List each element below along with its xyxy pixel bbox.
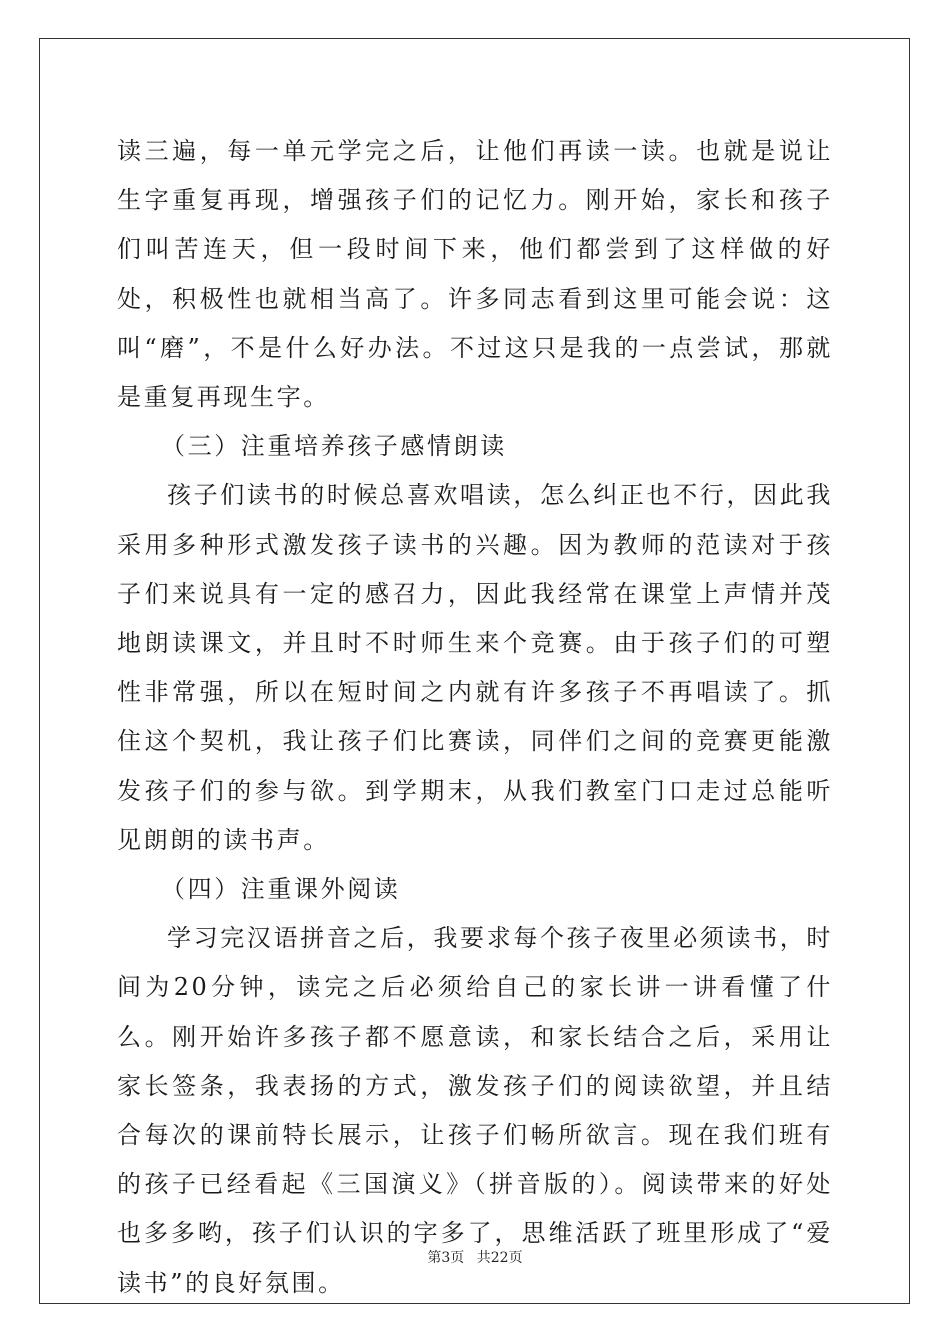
total-pages: 共22页 xyxy=(476,1250,523,1266)
page-footer xyxy=(0,1247,950,1267)
paragraph-extracurricular: 学习完汉语拼音之后，我要求每个孩子夜里必须读书，时间为20分钟，读完之后必须给自己的家长讲一讲看懂了什么。刚开始许多孩子都不愿意读，和家长结合之后，采用让家长签条，我表扬的方式，激发孩子们的阅读欲望，并且结合每次的课前特长展示，让孩子们畅所欲言。现在我们班有的孩子已经看起《三国演义》（拼音版的）。阅读带来的好处也多多哟，孩子们认识的字多了，思维活跃了班里形成了“爱读书”的良好氛围。 xyxy=(117,924,833,1297)
page-number: 第3页 xyxy=(427,1250,465,1266)
section-heading-4: （四）注重课外阅读 xyxy=(161,875,401,904)
paragraph-reading-aloud: 孩子们读书的时候总喜欢唱读，怎么纠正也不行，因此我采用多种形式激发孩子读书的兴趣。因为教师的范读对于孩子们来说具有一定的感召力，因此我经常在课堂上声情并茂地朗读课文，并且时不时师生来个竞赛。由于孩子们的可塑性非常强，所以在短时间之内就有许多孩子不再唱读了。抓住这个契机，我让孩子们比赛读，同伴们之间的竞赛更能激发孩子们的参与欲。到学期末，从我们教室门口走过总能听见朗朗的读书声。 xyxy=(117,481,833,854)
section-heading-3: （三）注重培养孩子感情朗读 xyxy=(161,432,507,461)
document-body xyxy=(117,127,833,1308)
paragraph-continued: 读三遍，每一单元学完之后，让他们再读一读。也就是说让生字重复再现，增强孩子们的记忆力。刚开始，家长和孩子们叫苦连天，但一段时间下来，他们都尝到了这样做的好处，积极性也就相当高了。许多同志看到这里可能会说：这叫“磨”，不是什么好办法。不过这只是我的一点尝试，那就是重复再现生字。 xyxy=(117,137,833,412)
